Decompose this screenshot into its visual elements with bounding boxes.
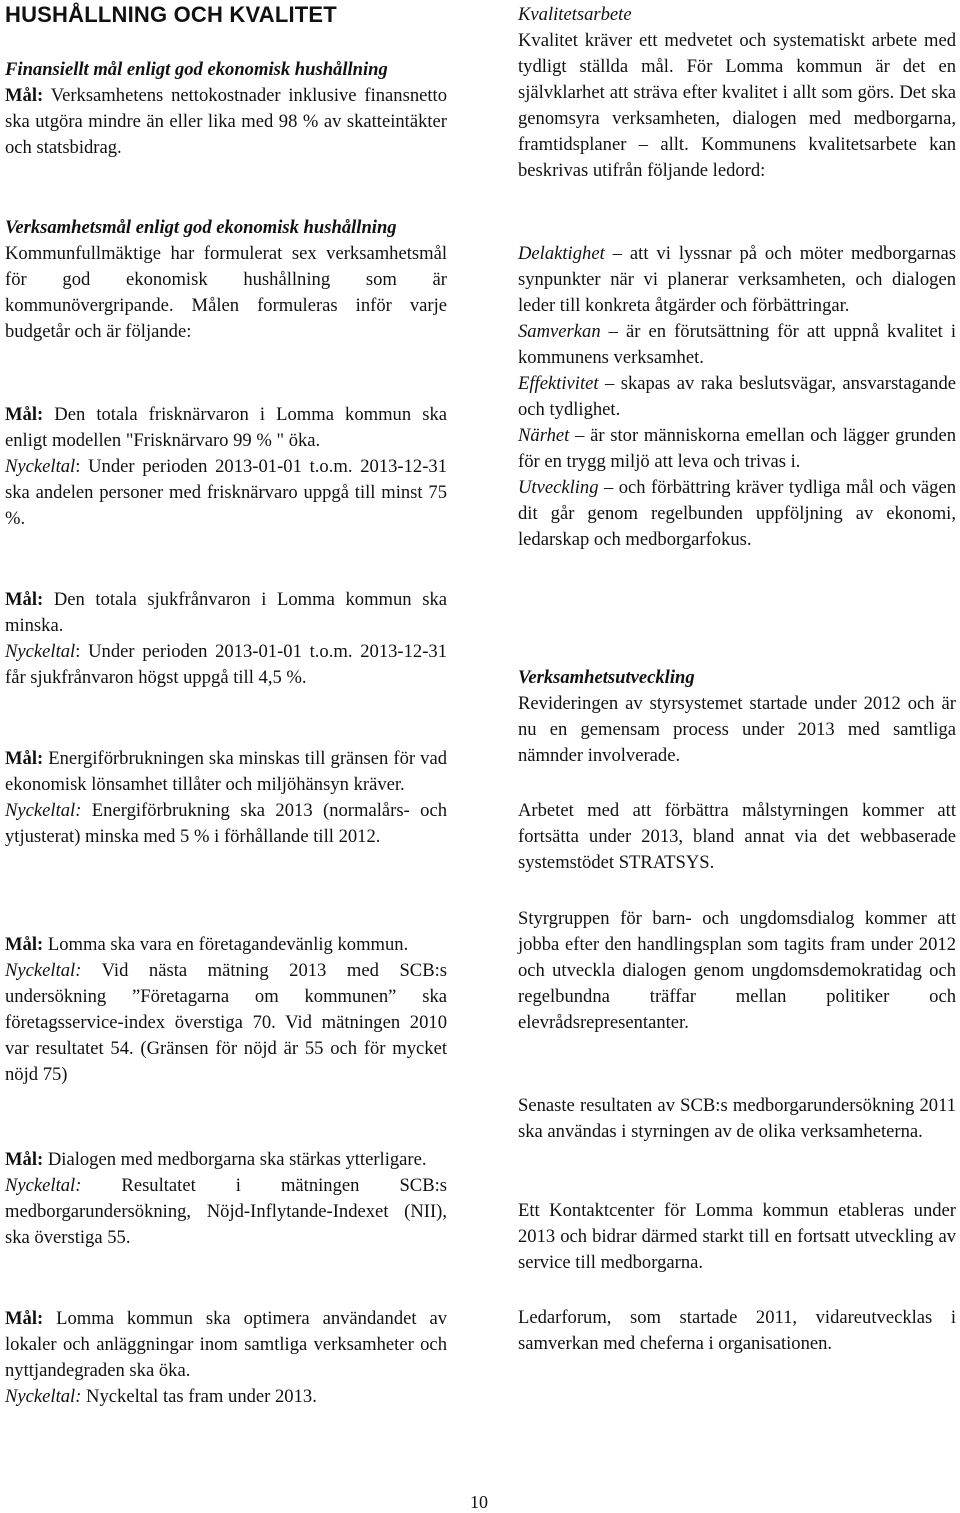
development-paragraph-block [518, 1198, 956, 1276]
keyword-item [518, 371, 956, 423]
keyword-item [518, 319, 956, 371]
goal-label: Mål: [5, 404, 44, 425]
goal-text: Energiförbrukningen ska minskas till gränsen för vad ekonomisk lönsamhet tillåter och miljöhänsyn kräver. [5, 748, 447, 795]
keyword-description: – skapas av raka beslutsvägar, ansvarstagande och tydlighet. [518, 373, 956, 420]
goal-paragraph [5, 932, 447, 958]
kpi-label: Nyckeltal: [5, 800, 82, 821]
goal-text: Den totala sjukfrånvaron i Lomma kommun ska minska. [5, 589, 447, 636]
goal-block-5 [5, 1147, 447, 1251]
operational-goals-intro: Kommunfullmäktige har formulerat sex verksamhetsmål för god ekonomisk hushållning som är kommunövergripande. Målen formuleras inför varje budgetår och är följande: [5, 243, 447, 342]
goal-label: Mål: [5, 1308, 44, 1329]
keyword-term: Närhet [518, 425, 570, 446]
goal-block-6 [5, 1306, 447, 1410]
kpi-paragraph [5, 1384, 447, 1410]
goal-label: Mål: [5, 589, 44, 610]
quality-work-heading: Kvalitetsarbete [518, 4, 632, 25]
development-paragraph: Senaste resultaten av SCB:s medborgarundersökning 2011 ska användas i styrningen av de olika verksamheterna. [518, 1095, 956, 1142]
goal-text: Lomma ska vara en företagandevänlig kommun. [43, 934, 409, 955]
goal-label: Mål: [5, 1149, 44, 1170]
development-paragraph: Revideringen av styrsystemet startade under 2012 och är nu en gemensam process under 2013 med samtliga nämnder involverade. [518, 693, 956, 766]
goal-text: Dialogen med medborgarna ska stärkas ytterligare. [43, 1149, 427, 1170]
operational-goals-section [5, 215, 447, 345]
keyword-term: Samverkan [518, 321, 601, 342]
quality-work-intro: Kvalitet kräver ett medvetet och systematiskt arbete med tydligt ställda mål. För Lomma kommun är det en självklarhet att sträva efter kvalitet i allt som görs. Det ska genomsyra verksamheten, dialogen med medborgarna, framtidsplaner – allt. Kommunens kvalitetsarbete kan beskrivas utifrån följande ledord: [518, 30, 956, 181]
keyword-description: – att vi lyssnar på och möter medborgarnas synpunkter när vi planerar verksamheten, och dialogen leder till konkreta åtgärder och förbättringar. [518, 243, 956, 316]
development-paragraph-block [518, 1093, 956, 1145]
development-paragraph-block [518, 1305, 956, 1357]
development-paragraph: Ledarforum, som startade 2011, vidareutvecklas i samverkan med cheferna i organisationen. [518, 1307, 956, 1354]
keyword-item [518, 423, 956, 475]
kpi-paragraph [5, 1173, 447, 1251]
keyword-description: – är en förutsättning för att uppnå kvalitet i kommunens verksamhet. [518, 321, 956, 368]
kpi-paragraph [5, 958, 447, 1088]
financial-goal-paragraph [5, 83, 447, 161]
kpi-text: Energiförbrukning ska 2013 (normalårs- och ytjusterat) minska med 5 % i förhållande till 2012. [5, 800, 447, 847]
goal-paragraph [5, 746, 447, 798]
development-paragraph-block [518, 906, 956, 1036]
page-number: 10 [470, 1492, 488, 1512]
keywords-list [518, 241, 956, 553]
keyword-term: Utveckling [518, 477, 599, 498]
goal-block-4 [5, 932, 447, 1088]
keyword-item [518, 241, 956, 319]
kpi-paragraph [5, 639, 447, 691]
goal-block-3 [5, 746, 447, 850]
goal-text: Den totala frisknärvaron i Lomma kommun ska enligt modellen "Frisknärvaro 99 % " öka. [5, 404, 447, 451]
goal-text: Lomma kommun ska optimera användandet av lokaler och anläggningar inom samtliga verksamheter och nyttjandegraden ska öka. [5, 1308, 447, 1381]
kpi-label: Nyckeltal: [5, 1386, 82, 1407]
keyword-description: – och förbättring kräver tydliga mål och vägen dit går genom regelbunden uppföljning av ekonomi, ledarskap och medborgarfokus. [518, 477, 956, 550]
kpi-paragraph [5, 454, 447, 532]
quality-work-section [518, 2, 956, 184]
goal-label: Mål: [5, 934, 44, 955]
goal-paragraph [5, 1147, 447, 1173]
kpi-label: Nyckeltal [5, 456, 76, 477]
development-paragraph: Styrgruppen för barn- och ungdomsdialog kommer att jobba efter den handlingsplan som tagits fram under 2012 och utveckla dialogen genom ungdomsdemokratidag och regelbundna träffar mellan politiker och elevrådsrepresentanter. [518, 908, 956, 1033]
kpi-text: : Under perioden 2013-01-01 t.o.m. 2013-12-31 ska andelen personer med frisknärvaro uppgå till minst 75 %. [5, 456, 447, 529]
kpi-paragraph [5, 798, 447, 850]
goal-paragraph [5, 402, 447, 454]
kpi-text: Nyckeltal tas fram under 2013. [81, 1386, 317, 1407]
kpi-text: : Under perioden 2013-01-01 t.o.m. 2013-12-31 får sjukfrånvaron högst uppgå till 4,5 %. [5, 641, 447, 688]
goal-block-1 [5, 402, 447, 532]
development-paragraph: Ett Kontaktcenter för Lomma kommun etableras under 2013 och bidrar därmed starkt till en fortsatt utveckling av service till medborgarna. [518, 1200, 956, 1273]
kpi-text: Resultatet i mätningen SCB:s medborgarundersökning, Nöjd-Inflytande-Indexet (NII), ska överstiga 55. [5, 1175, 447, 1248]
operational-development-section [518, 665, 956, 769]
keyword-term: Effektivitet [518, 373, 599, 394]
kpi-label: Nyckeltal [5, 641, 76, 662]
financial-goal-heading: Finansiellt mål enligt god ekonomisk hushållning [5, 59, 388, 80]
goal-label: Mål: [5, 748, 44, 769]
goal-text: Verksamhetens nettokostnader inklusive finansnetto ska utgöra mindre än eller lika med 98 % av skatteintäkter och statsbidrag. [5, 85, 447, 158]
operational-goals-heading: Verksamhetsmål enligt god ekonomisk hushållning [5, 217, 397, 238]
goal-paragraph [5, 587, 447, 639]
kpi-text: Vid nästa mätning 2013 med SCB:s undersökning ”Företagarna om kommunen” ska företagsservice-index överstiga 70. Vid mätningen 2010 var resultatet 54. (Gränsen för nöjd är 55 och för mycket nöjd 75) [5, 960, 447, 1085]
financial-goal-section [5, 57, 447, 161]
keyword-description: – är stor människorna emellan och lägger grunden för en trygg miljö att leva och trivas i. [518, 425, 956, 472]
kpi-label: Nyckeltal: [5, 1175, 82, 1196]
keyword-item [518, 475, 956, 553]
kpi-label: Nyckeltal: [5, 960, 82, 981]
operational-development-heading: Verksamhetsutveckling [518, 667, 695, 688]
goal-paragraph [5, 1306, 447, 1384]
goal-label: Mål: [5, 85, 44, 106]
development-paragraph-block [518, 798, 956, 876]
development-paragraph: Arbetet med att förbättra målstyrningen kommer att fortsätta under 2013, bland annat via det webbaserade systemstödet STRATSYS. [518, 800, 956, 873]
keyword-term: Delaktighet [518, 243, 605, 264]
goal-block-2 [5, 587, 447, 691]
page-title: HUSHÅLLNING OCH KVALITET [5, 2, 337, 27]
